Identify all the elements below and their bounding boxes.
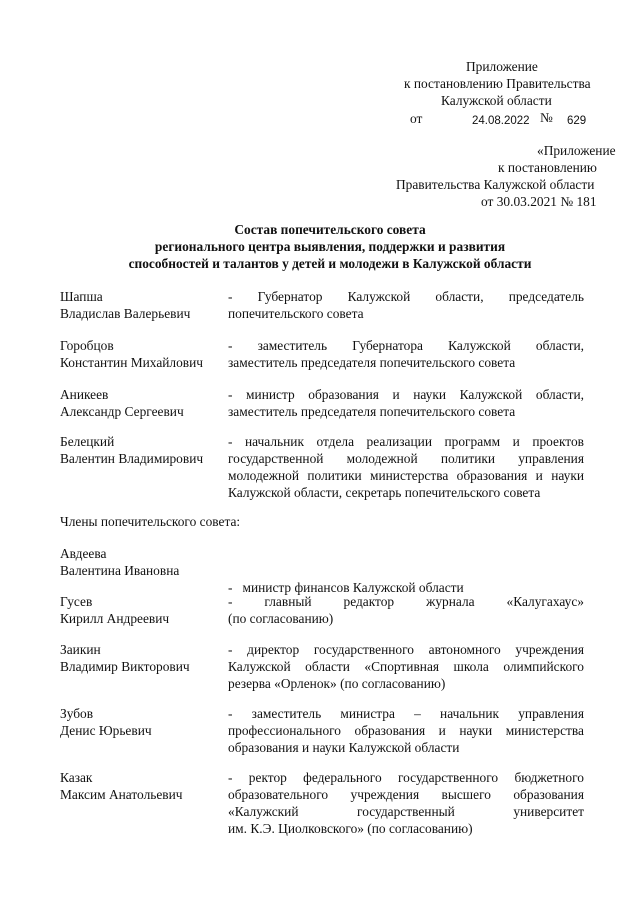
role-line: - заместитель министра – начальник управления [228,706,584,721]
header-appendix-label: Приложение [466,59,538,74]
person-given-names: Валентин Владимирович [60,451,204,466]
role-line: (по согласованию) [228,611,334,626]
role-line: молодежной политики министерства образования и науки [228,468,584,483]
role-line: заместитель председателя попечительского совета [228,404,516,419]
role-line: - главный редактор журнала «Калугахаус» [228,594,584,609]
role-line: - заместитель Губернатора Калужской области, [228,338,584,353]
person-given-names: Максим Анатольевич [60,787,183,802]
person-surname: Заикин [60,642,101,657]
role-line: Калужской области, секретарь попечительского совета [228,485,541,500]
person-name [60,288,225,322]
header2-government-label: Правительства Калужской области [396,177,595,192]
person-given-names: Кирилл Андреевич [60,611,170,626]
person-name [60,705,225,739]
person-given-names: Владислав Валерьевич [60,306,191,321]
role-line: «Калужский государственный университет [228,804,584,819]
person-surname: Шапша [60,289,103,304]
person-given-names: Денис Юрьевич [60,723,152,738]
person-role [228,593,584,627]
person-role [228,386,584,420]
role-line: попечительского совета [228,306,364,321]
header-number-sign: № [540,110,553,125]
document-title-line-1: Состав попечительского совета [234,222,426,237]
role-line: - министр финансов Калужской области [228,580,464,595]
person-surname: Гусев [60,594,93,609]
person-role [228,705,584,756]
document-title-line-2: регионального центра выявления, поддержки и развития [154,239,506,254]
role-line: резерва «Орленок» (по согласованию) [228,676,446,691]
header2-appendix-label: «Приложение [537,143,616,158]
role-line: - начальник отдела реализации программ и проектов [228,434,584,449]
person-name [60,433,225,467]
role-line: Калужской области «Спортивная школа олимпийского [228,659,584,674]
person-name [60,593,225,627]
person-surname: Зубов [60,706,94,721]
header2-decree-label: к постановлению [498,160,597,175]
person-given-names: Валентина Ивановна [60,563,180,578]
role-line: - ректор федерального государственного бюджетного [228,770,584,785]
person-role [228,337,584,371]
person-surname: Авдеева [60,546,107,561]
person-role [228,288,584,322]
header-decree-label: к постановлению Правительства [404,76,591,91]
person-name [60,641,225,675]
person-given-names: Константин Михайлович [60,355,204,370]
person-given-names: Александр Сергеевич [60,404,184,419]
document-title-line-3: способностей и талантов у детей и молодежи в Калужской области [128,256,532,271]
person-given-names: Владимир Викторович [60,659,190,674]
person-role [228,641,584,692]
person-surname: Белецкий [60,434,115,449]
role-line: - министр образования и науки Калужской области, [228,387,584,402]
person-role [228,433,584,501]
header-from-label: от [410,111,423,126]
role-line: образования и науки Калужской области [228,740,460,755]
role-line: государственной молодежной политики управления [228,451,584,466]
role-line: образовательного учреждения высшего образования [228,787,584,802]
role-line: им. К.Э. Циолковского» (по согласованию) [228,821,473,836]
person-role [228,769,584,837]
person-surname: Горобцов [60,338,114,353]
person-surname: Казак [60,770,93,785]
role-line: профессионального образования и науки министерства [228,723,584,738]
person-name [60,545,225,579]
members-heading: Члены попечительского совета: [60,514,241,529]
header-number: 629 [567,115,587,127]
role-line: - директор государственного автономного учреждения [228,642,584,657]
person-name [60,769,225,803]
role-line: - Губернатор Калужской области, председатель [228,289,584,304]
header-region-label: Калужской области [441,93,552,108]
person-surname: Аникеев [60,387,109,402]
role-line: заместитель председателя попечительского совета [228,355,516,370]
person-name [60,386,225,420]
person-name [60,337,225,371]
header-date: 24.08.2022 [472,115,530,127]
header2-date-number: от 30.03.2021 № 181 [481,194,597,209]
